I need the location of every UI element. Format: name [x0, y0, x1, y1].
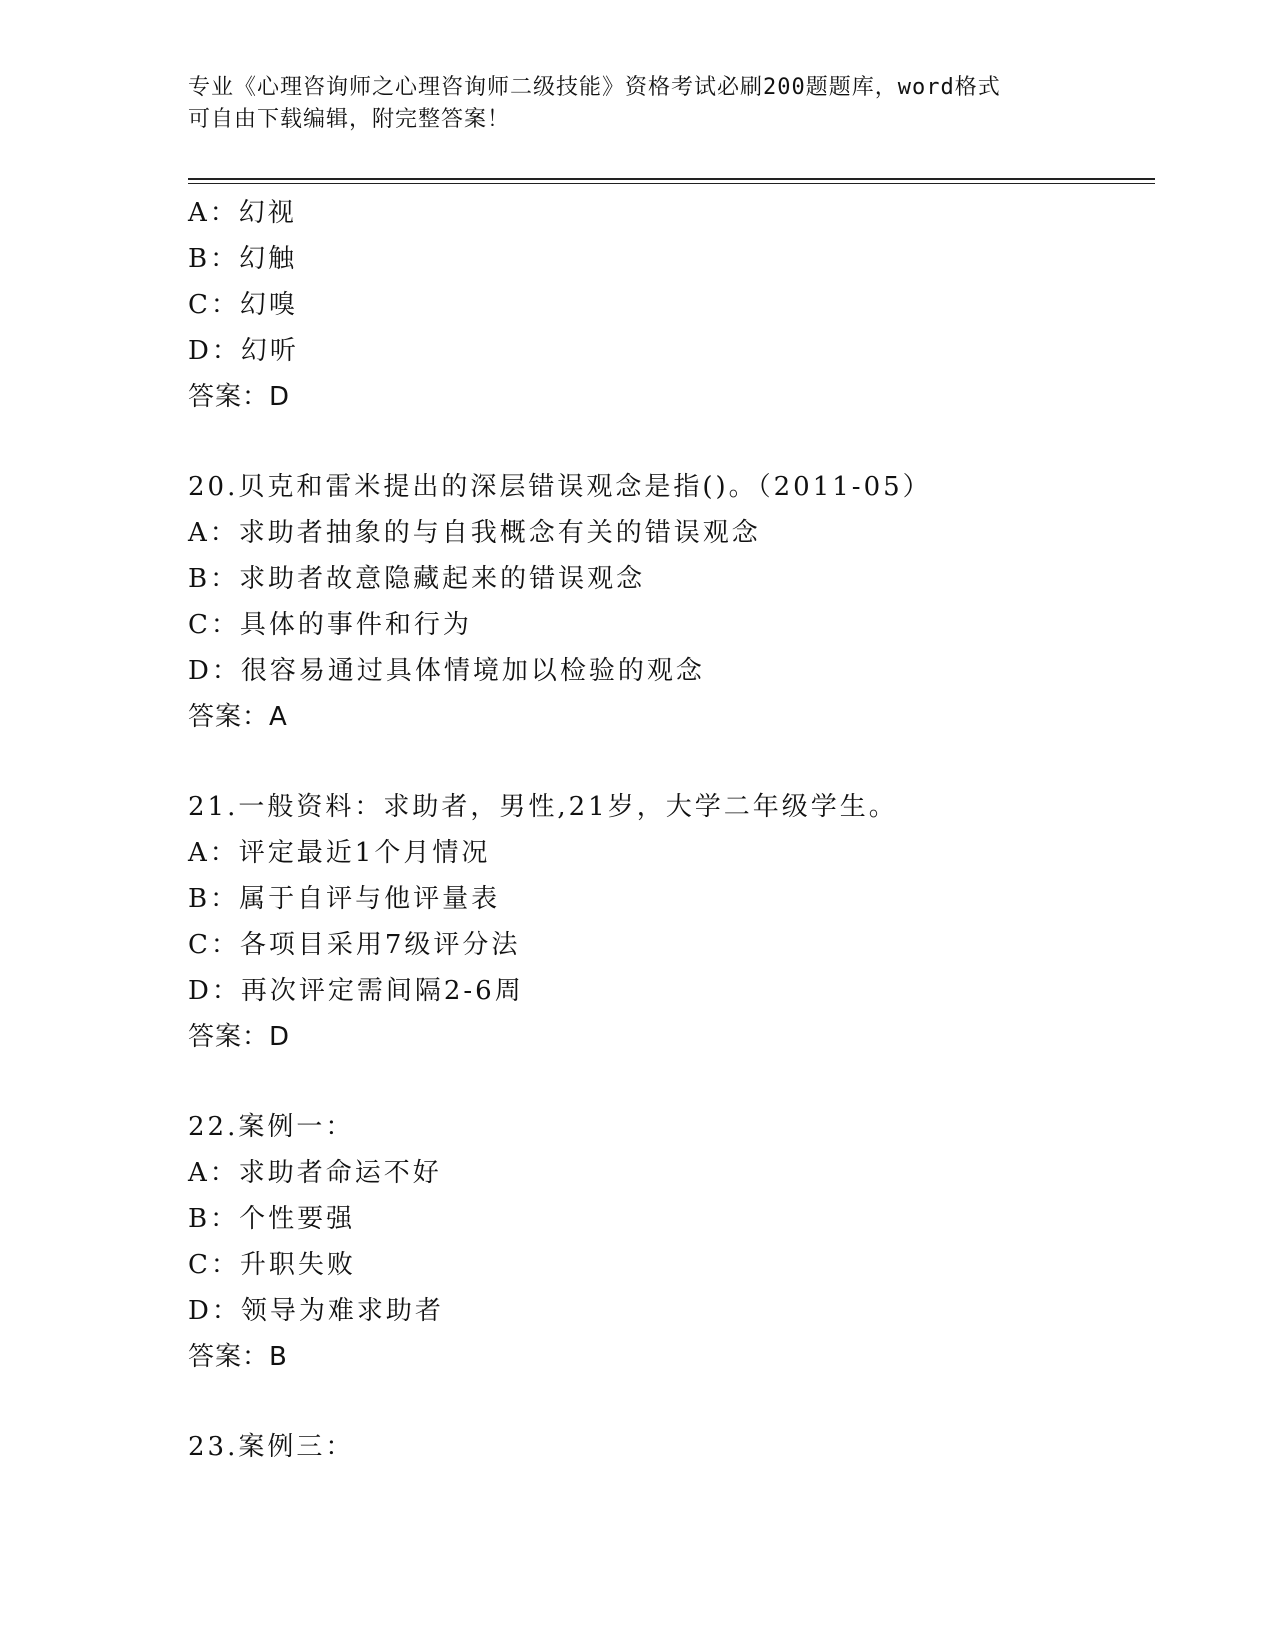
option-c: C：升职失败: [188, 1250, 356, 1280]
option-b: B：属于自评与他评量表: [188, 884, 501, 914]
option-c: C：各项目采用7级评分法: [188, 930, 521, 960]
question-title: 23.案例三：: [188, 1432, 355, 1462]
question-21: [188, 784, 1148, 1060]
option-b: B：幻触: [188, 244, 298, 274]
option-a: A：幻视: [188, 198, 297, 228]
option-a: A：求助者命运不好: [188, 1158, 442, 1188]
question-23: [188, 1424, 1148, 1470]
header-line-1: 专业《心理咨询师之心理咨询师二级技能》资格考试必刷200题题库，word格式: [188, 75, 1001, 100]
question-title: 22.案例一：: [188, 1112, 355, 1142]
option-d: D：很容易通过具体情境加以检验的观念: [188, 656, 705, 686]
question-title: 20.贝克和雷米提出的深层错误观念是指()。（2011-05）: [188, 472, 932, 502]
question-list: [188, 190, 1148, 1470]
header-rule-thick: [188, 178, 1155, 180]
spacer: [188, 1380, 1148, 1424]
option-d: D：领导为难求助者: [188, 1296, 444, 1326]
answer: 答案：B: [188, 1342, 288, 1372]
option-c: C：幻嗅: [188, 290, 298, 320]
document-header: [188, 72, 1088, 136]
option-d: D：再次评定需间隔2-6周: [188, 976, 524, 1006]
answer: 答案：D: [188, 382, 291, 412]
option-b: B：求助者故意隐藏起来的错误观念: [188, 564, 646, 594]
option-c: C：具体的事件和行为: [188, 610, 472, 640]
spacer: [188, 420, 1148, 464]
answer: 答案：A: [188, 702, 288, 732]
question-20: [188, 464, 1148, 740]
spacer: [188, 1060, 1148, 1104]
option-b: B：个性要强: [188, 1204, 356, 1234]
option-a: A：评定最近1个月情况: [188, 838, 491, 868]
option-a: A：求助者抽象的与自我概念有关的错误观念: [188, 518, 761, 548]
question-19: [188, 190, 1148, 420]
question-22: [188, 1104, 1148, 1380]
answer: 答案：D: [188, 1022, 291, 1052]
header-line-2: 可自由下载编辑，附完整答案！: [188, 107, 511, 132]
header-rule-thin: [188, 183, 1155, 184]
question-title: 21.一般资料：求助者，男性,21岁，大学二年级学生。: [188, 792, 898, 822]
option-d: D：幻听: [188, 336, 299, 366]
spacer: [188, 740, 1148, 784]
